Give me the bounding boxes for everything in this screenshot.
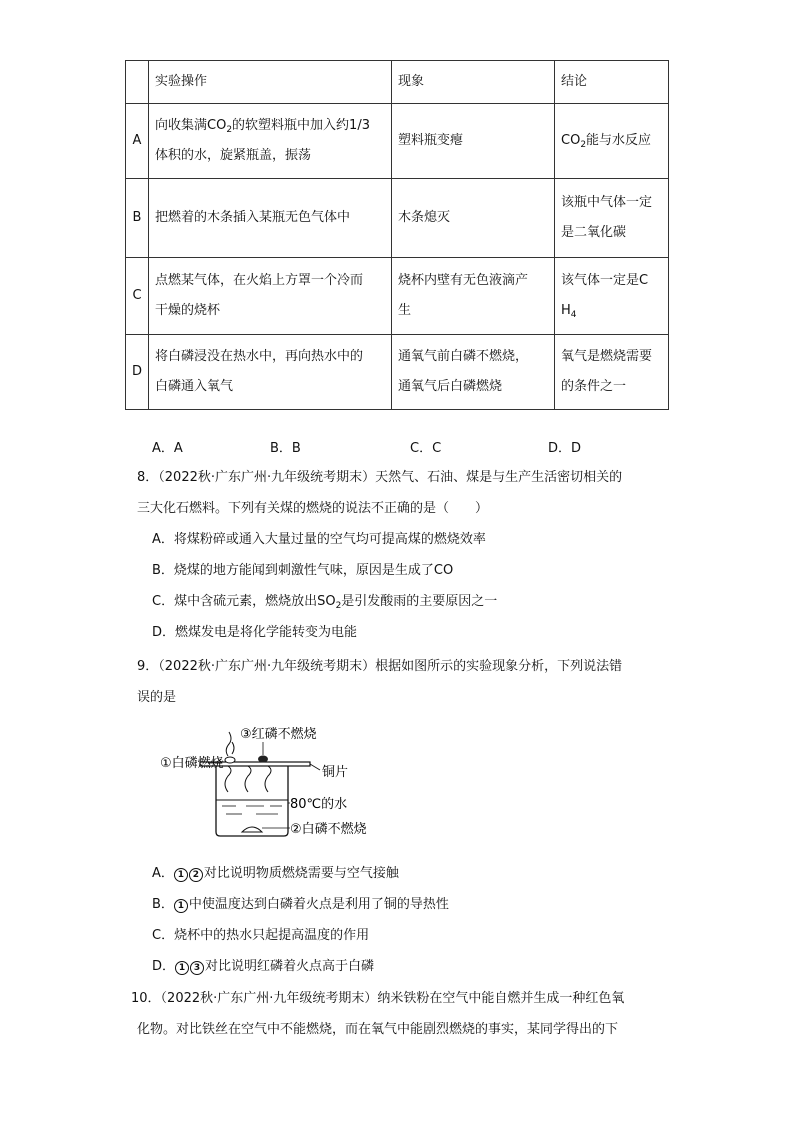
header-cell: 结论 <box>555 61 669 104</box>
operation-cell <box>149 335 392 410</box>
figure-label-white-under: ②白磷不燃烧 <box>290 822 367 837</box>
cell-text: 烧杯内壁有无色液滴产 <box>398 273 529 288</box>
experiment-table <box>125 60 669 410</box>
cell-text: 点燃某气体，在火焰上方罩一个冷而 <box>155 273 364 288</box>
leader-line <box>310 764 320 770</box>
figure-label-water: 80℃的水 <box>290 797 348 812</box>
cell-text: 干燥的烧杯 <box>155 303 221 318</box>
subscript: 2 <box>580 140 587 150</box>
q8-stem-line2: 三大化石燃料。下列有关煤的燃烧的说法不正确的是（ ） <box>137 501 489 516</box>
cell-text: 的软塑料瓶中加入约1/3 <box>232 118 370 133</box>
cell-text: 是二氧化碳 <box>561 225 627 240</box>
q8-option-a[interactable]: A．将煤粉碎或通入大量过量的空气均可提高煤的燃烧效率 <box>152 532 486 547</box>
steam-icon <box>265 766 271 792</box>
circled-number: 3 <box>190 961 204 975</box>
combustion-experiment-figure <box>160 720 400 842</box>
cell-text: 向收集满CO <box>155 118 227 133</box>
phenomenon-cell <box>392 335 555 410</box>
row-label: D <box>126 335 149 410</box>
option-text: C．煤中含硫元素，燃烧放出SO <box>152 594 336 609</box>
circled-number: 2 <box>189 868 203 882</box>
cell-text: 能与水反应 <box>586 133 652 148</box>
subscript: 4 <box>570 310 577 320</box>
cell-text: CO <box>561 133 581 148</box>
option-prefix: A． <box>152 866 174 881</box>
cell-text: H <box>561 303 571 318</box>
cell-text: 通氧气后白磷燃烧 <box>398 379 503 394</box>
red-phosphorus <box>258 756 268 763</box>
white-phosphorus-plate <box>225 757 235 763</box>
q10-stem-line1: 10．（2022秋·广东广州·九年级统考期末）纳米铁粉在空气中能自燃并生成一种红色氧 <box>131 991 625 1006</box>
option-prefix: D． <box>152 959 176 974</box>
row-label: A <box>126 104 149 179</box>
header-cell: 实验操作 <box>149 61 392 104</box>
cell-text: 体积的水，旋紧瓶盖，振荡 <box>155 148 312 163</box>
table-header-row <box>126 61 669 104</box>
table-row <box>126 104 669 179</box>
option-text: 中使温度达到白磷着火点是利用了铜的导热性 <box>188 897 449 912</box>
q7-option-c[interactable]: C．C <box>410 441 442 456</box>
table-row <box>126 258 669 335</box>
cell-text: 氧气是燃烧需要 <box>561 349 653 364</box>
figure-label-red: ③红磷不燃烧 <box>240 727 317 742</box>
row-label: C <box>126 258 149 335</box>
operation-cell <box>149 104 392 179</box>
table-row <box>126 179 669 258</box>
cell-text: 白磷通入氧气 <box>155 379 234 394</box>
q9-stem-line2: 误的是 <box>137 690 177 705</box>
cell-text: 通氧气前白磷不燃烧， <box>398 349 529 364</box>
q8-option-c[interactable] <box>152 590 497 609</box>
q9-option-d[interactable] <box>152 955 374 975</box>
option-text: 是引发酸雨的主要原因之一 <box>341 594 498 609</box>
q9-option-c[interactable]: C．烧杯中的热水只起提高温度的作用 <box>152 928 370 943</box>
smoke-icon <box>226 732 234 756</box>
header-cell: 现象 <box>392 61 555 104</box>
circled-number: 1 <box>174 899 188 913</box>
q8-stem-line1: 8．（2022秋·广东广州·九年级统考期末）天然气、石油、煤是与生产生活密切相关的 <box>137 470 623 485</box>
q7-option-a[interactable]: A．A <box>152 441 183 456</box>
subscript: 2 <box>226 125 233 135</box>
conclusion-cell <box>555 335 669 410</box>
conclusion-cell <box>555 258 669 335</box>
phenomenon-cell: 木条熄灭 <box>392 179 555 258</box>
circled-number: 1 <box>174 868 188 882</box>
operation-cell <box>149 258 392 335</box>
steam-icon <box>245 766 251 792</box>
option-prefix: B． <box>152 897 174 912</box>
steam-icon <box>225 766 231 792</box>
conclusion-cell <box>555 104 669 179</box>
circled-number: 1 <box>175 961 189 975</box>
cell-text: 生 <box>398 303 412 318</box>
phenomenon-cell: 塑料瓶变瘪 <box>392 104 555 179</box>
figure-label-white-burn: ①白磷燃烧 <box>160 756 224 771</box>
q9-option-b[interactable] <box>152 893 449 913</box>
operation-cell: 把燃着的木条插入某瓶无色气体中 <box>149 179 392 258</box>
q7-option-d[interactable]: D．D <box>548 441 582 456</box>
beaker <box>216 766 288 836</box>
cell-text: 的条件之一 <box>561 379 627 394</box>
option-text: 对比说明物质燃烧需要与空气接触 <box>203 866 399 881</box>
cell-text: 该气体一定是C <box>561 273 649 288</box>
q8-option-d[interactable]: D．燃煤发电是将化学能转变为电能 <box>152 625 358 640</box>
table-row <box>126 335 669 410</box>
q9-option-a[interactable] <box>152 862 399 882</box>
cell-text: 将白磷浸没在热水中，再向热水中的 <box>155 349 364 364</box>
header-cell <box>126 61 149 104</box>
row-label: B <box>126 179 149 258</box>
q9-stem-line1: 9．（2022秋·广东广州·九年级统考期末）根据如图所示的实验现象分析，下列说法错 <box>137 659 623 674</box>
option-text: 对比说明红磷着火点高于白磷 <box>205 959 375 974</box>
conclusion-cell <box>555 179 669 258</box>
subscript: 2 <box>335 601 342 611</box>
phenomenon-cell <box>392 258 555 335</box>
cell-text: 该瓶中气体一定 <box>561 195 653 210</box>
white-phosphorus-underwater <box>242 827 262 832</box>
figure-label-copper: 铜片 <box>322 765 349 780</box>
q8-option-b[interactable]: B．烧煤的地方能闻到刺激性气味，原因是生成了CO <box>152 563 454 578</box>
q7-option-b[interactable]: B．B <box>270 441 301 456</box>
q10-stem-line2: 化物。对比铁丝在空气中不能燃烧，而在氧气中能剧烈燃烧的事实，某同学得出的下 <box>137 1022 619 1037</box>
